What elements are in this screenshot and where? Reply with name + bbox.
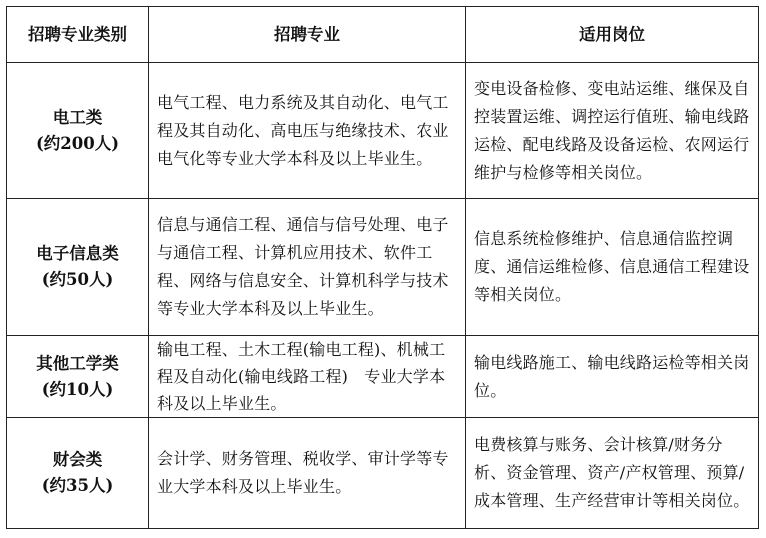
category-cell (7, 199, 149, 336)
post-cell: 信息系统检修维护、信息通信监控调度、通信运维检修、信息通信工程建设等相关岗位。 (466, 199, 759, 336)
category-name: 财会类 (52, 450, 103, 469)
category-cell (7, 418, 149, 529)
post-cell: 输电线路施工、输电线路运检等相关岗位。 (466, 336, 759, 418)
header-row (7, 7, 759, 63)
header-post: 适用岗位 (466, 7, 759, 63)
table-row (7, 199, 759, 336)
category-cell (7, 63, 149, 199)
category-quota: (约35人) (41, 476, 114, 495)
category-quota: (约50人) (41, 270, 114, 289)
major-cell: 会计学、财务管理、税收学、审计学等专业大学本科及以上毕业生。 (149, 418, 466, 529)
category-name: 电工类 (52, 107, 103, 127)
header-category: 招聘专业类别 (7, 7, 149, 63)
major-cell: 输电工程、土木工程(输电工程)、机械工程及自动化(输电线路工程) 专业大学本科及以上毕业生。 (149, 336, 466, 418)
major-cell: 信息与通信工程、通信与信号处理、电子与通信工程、计算机应用技术、软件工程、网络与信息安全、计算机科学与技术等专业大学本科及以上毕业生。 (149, 199, 466, 336)
category-name: 其他工学类 (36, 353, 119, 373)
recruitment-table (6, 6, 759, 529)
category-cell (7, 336, 149, 418)
table-row (7, 418, 759, 529)
header-major: 招聘专业 (149, 7, 466, 63)
post-cell: 电费核算与账务、会计核算/财务分析、资金管理、资产/产权管理、预算/成本管理、生产经营审计等相关岗位。 (466, 418, 759, 529)
post-cell: 变电设备检修、变电站运维、继保及自控装置运维、调控运行值班、输电线路运检、配电线路及设备运检、农网运行维护与检修等相关岗位。 (466, 63, 759, 199)
category-name: 电子信息类 (36, 244, 119, 263)
table-row (7, 336, 759, 418)
table-row (7, 63, 759, 199)
major-cell: 电气工程、电力系统及其自动化、电气工程及其自动化、高电压与绝缘技术、农业电气化等专业大学本科及以上毕业生。 (149, 63, 466, 199)
category-quota: (约200人) (35, 133, 120, 153)
category-quota: (约10人) (41, 379, 114, 399)
